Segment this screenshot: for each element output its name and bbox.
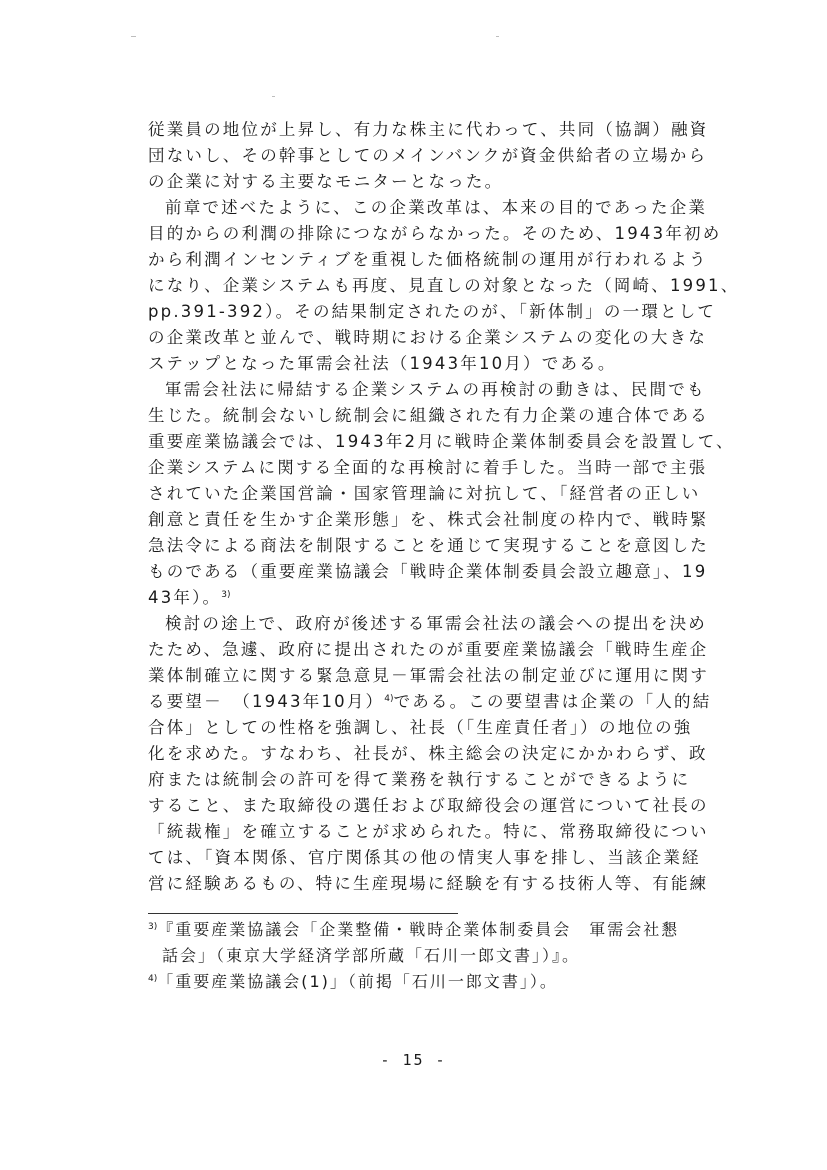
body-line: [148, 403, 708, 429]
body-line-text: ステップとなった軍需会社法（1943年10月）である。: [148, 354, 617, 373]
body-line: [148, 689, 712, 715]
body-line-text: たため、急遽、政府に提出されたのが重要産業協議会「戦時生産企: [148, 640, 709, 659]
body-line-text: になり、企業システムも再度、見直しの対象となった（岡崎、1991、: [148, 276, 740, 295]
body-line: [148, 377, 708, 403]
body-line-text: 営に経験あるもの、特に生産現場に経験を有する技術人等、有能練: [148, 874, 709, 893]
body-line: [148, 143, 708, 169]
body-line-text: 「統裁権」を確立することが求められた。特に、常務取締役につい: [148, 822, 709, 841]
body-line-text: 合体」としての性格を強調し、社長（「生産責任者」）の地位の強: [148, 718, 693, 737]
body-line: [148, 221, 722, 247]
body-line: [148, 429, 735, 455]
footnote-line: [148, 970, 708, 996]
footnote-mark: 3): [148, 922, 158, 932]
body-line: [148, 715, 708, 741]
body-line-text: 重要産業協議会では、1943年2月に戦時企業体制委員会を設置して、: [148, 432, 735, 451]
body-line: [148, 117, 708, 143]
body-line: [148, 247, 708, 273]
body-line: [148, 169, 708, 195]
body-line-text: 化を求めた。すなわち、社長が、株主総会の決定にかかわらず、政: [148, 744, 708, 763]
body-line: [148, 325, 708, 351]
body-line-text: 団ないし、その幹事としてのメインバンクが資金供給者の立場から: [148, 146, 708, 165]
body-line: [148, 533, 708, 559]
body-line: [148, 195, 708, 221]
body-line: [148, 871, 708, 897]
footnote-mark: 4): [148, 974, 158, 984]
footnotes: [148, 918, 708, 996]
footnote-rule: [148, 913, 458, 914]
body-line-text: 生じた。統制会ないし統制会に組織された有力企業の連合体である: [148, 406, 709, 425]
body-line-text: 前章で述べたように、この企業改革は、本来の目的であった企業: [165, 198, 708, 217]
body-line-text: すること、また取締役の選任および取締役会の運営について社長の: [148, 796, 709, 815]
body-line-text: 企業システムに関する全面的な再検討に着手した。当時一部で主張: [148, 458, 708, 477]
body-line-text: の企業改革と並んで、戦時期における企業システムの変化の大きな: [148, 328, 708, 347]
body-line: [148, 793, 708, 819]
body-line: [148, 741, 708, 767]
body-line: [148, 845, 708, 871]
footnote-line: [148, 918, 708, 944]
scan-speck: [496, 36, 499, 37]
body-line: [148, 299, 717, 325]
body-line-text: から利潤インセンティブを重視した価格統制の運用が行われるよう: [148, 250, 708, 269]
body-line: [148, 559, 708, 585]
body-line: [148, 767, 708, 793]
body-line: [148, 663, 708, 689]
body-line: [148, 351, 708, 377]
body-line-text: 急法令による商法を制限することを通じて実現することを意図した: [148, 536, 709, 555]
body-line-text: 業体制確立に関する緊急意見－軍需会社法の制定並びに運用に関す: [148, 666, 709, 685]
body-line: [148, 273, 740, 299]
body-line: [148, 481, 708, 507]
footnote-line: [148, 944, 708, 970]
body-line-text: ては、「資本関係、官庁関係其の他の情実人事を排し、当該企業経: [148, 848, 701, 867]
body-text: [148, 117, 740, 897]
body-line: [148, 611, 708, 637]
body-line-text: 従業員の地位が上昇し、有力な株主に代わって、共同（協調）融資: [148, 120, 709, 139]
scan-speck: [131, 36, 136, 37]
body-line-text: されていた企業国営論・国家管理論に対抗して、「経営者の正しい: [148, 484, 701, 503]
body-line: [148, 819, 708, 845]
body-line: [148, 585, 708, 611]
body-line-text: ものである（重要産業協議会「戦時企業体制委員会設立趣意」、19: [148, 562, 708, 581]
body-line: [148, 507, 708, 533]
body-line-text-continued: である。この要望書は企業の「人的結: [393, 692, 712, 711]
footnote-reference: 3): [221, 590, 231, 600]
body-line: [148, 637, 708, 663]
footnote-text: 話会」（東京大学経済学部所蔵「石川一郎文書」）』。: [162, 946, 581, 965]
scan-speck: [272, 96, 275, 97]
body-line: [148, 455, 708, 481]
body-line-text: る要望－ （1943年10月）: [148, 692, 385, 711]
body-line-text: 軍需会社法に帰結する企業システムの再検討の動きは、民間でも: [165, 380, 706, 399]
body-line-text: 目的からの利潤の排除につながらなかった。そのため、1943年初め: [148, 224, 722, 243]
body-line-text: 43年）。: [148, 588, 222, 607]
body-line-text: 府または統制会の許可を得て業務を執行することができるように: [148, 770, 691, 789]
body-line-text: 検討の途上で、政府が後述する軍需会社法の議会への提出を決め: [165, 614, 707, 633]
body-line-text: 創意と責任を生かす企業形態」を、株式会社制度の枠内で、戦時緊: [148, 510, 709, 529]
body-line-text: pp.391-392）。その結果制定されたのが、「新体制」の一環として: [148, 302, 717, 321]
footnote-reference: 4): [384, 694, 394, 704]
page-number: - 15 -: [380, 1051, 447, 1069]
footnote-text: 「重要産業協議会(1)」（前掲「石川一郎文書」）。: [157, 972, 558, 991]
body-line-text: の企業に対する主要なモニターとなった。: [148, 172, 504, 191]
footnote-text: 『重要産業協議会「企業整備・戦時企業体制委員会 軍需会社懇: [157, 920, 680, 939]
